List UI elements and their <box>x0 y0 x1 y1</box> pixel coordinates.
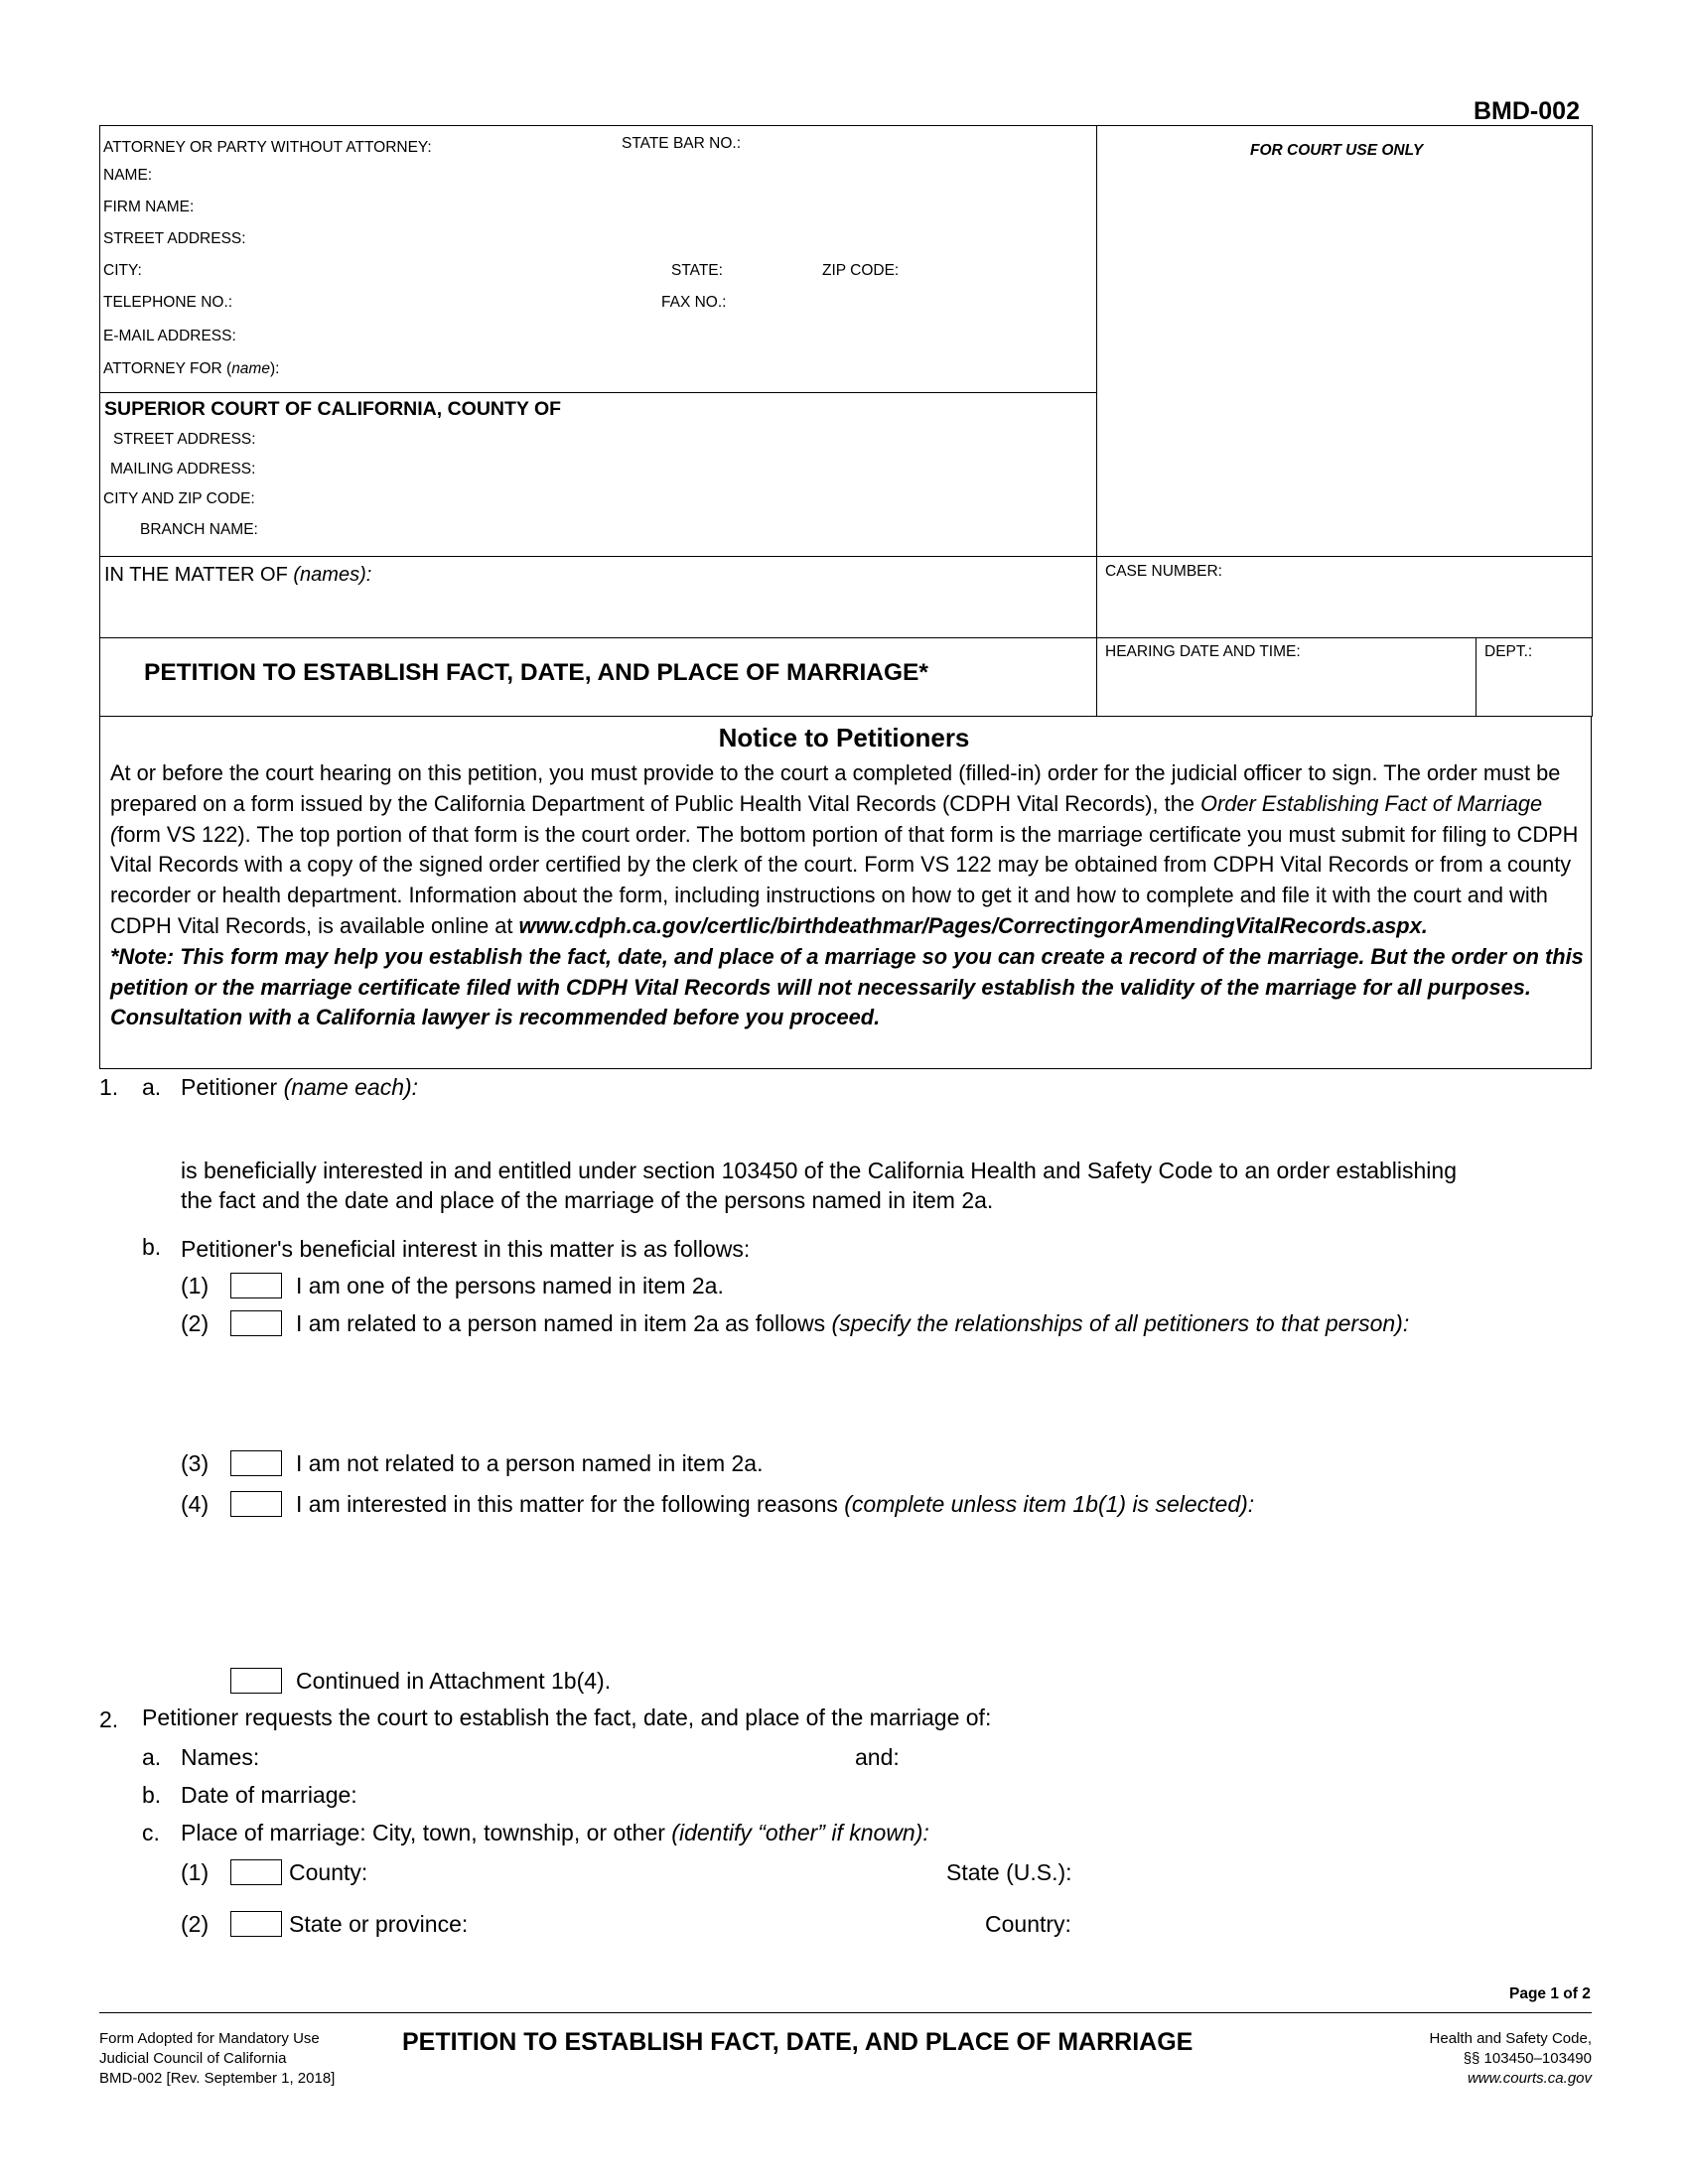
footer-adopted <box>99 2029 335 2089</box>
footer-title: PETITION TO ESTABLISH FACT, DATE, AND PLACE OF MARRIAGE <box>402 2028 1194 2056</box>
item-1b1-label: I am one of the persons named in item 2a. <box>296 1273 724 1298</box>
item-1a-label: Petitioner (name each): <box>181 1074 419 1100</box>
item-1a-letter: a. <box>142 1074 162 1100</box>
attachment-1b4-checkbox[interactable] <box>230 1668 282 1694</box>
item-1b-label: Petitioner's beneficial interest in this matter is as follows: <box>181 1236 751 1262</box>
state-bar-label: STATE BAR NO.: <box>622 135 741 152</box>
footer-rule <box>99 2012 1592 2013</box>
attorney-label: ATTORNEY OR PARTY WITHOUT ATTORNEY: <box>103 139 432 156</box>
item-1b2-label: I am related to a person named in item 2a as follows (specify the relationships of all petitioners to that person): <box>296 1310 1410 1336</box>
matter-title-divider <box>99 637 1592 638</box>
item-1a-body-line1: is beneficially interested in and entitled under section 103450 of the California Health and Safety Code to an order establishing <box>181 1158 1457 1183</box>
item-1b4-label: I am interested in this matter for the following reasons (complete unless item 1b(1) is selected): <box>296 1491 1255 1517</box>
attorney-court-divider <box>99 392 1096 393</box>
court-use-label: FOR COURT USE ONLY <box>1250 142 1424 159</box>
item-1b4-checkbox[interactable] <box>230 1491 282 1517</box>
footer-adopted-line2: Judicial Council of California <box>99 2050 287 2067</box>
footer-code-line2: §§ 103450–103490 <box>1463 2050 1592 2067</box>
caption-right-border <box>1592 125 1593 717</box>
court-mailing-label: MAILING ADDRESS: <box>110 461 256 478</box>
item-1b3-checkbox[interactable] <box>230 1450 282 1476</box>
item-2c2-checkbox[interactable] <box>230 1911 282 1937</box>
telephone-label: TELEPHONE NO.: <box>103 294 233 311</box>
city-label: CITY: <box>103 262 142 279</box>
item-1b2-checkbox[interactable] <box>230 1310 282 1336</box>
item-2c1-checkbox[interactable] <box>230 1859 282 1885</box>
hearing-dept-divider <box>1476 637 1477 717</box>
item-2c1-county-label: County: <box>289 1859 368 1885</box>
footer-adopted-line1: Form Adopted for Mandatory Use <box>99 2030 320 2047</box>
item-2c-letter: c. <box>142 1820 160 1845</box>
footer-courts-link[interactable]: www.courts.ca.gov <box>1467 2070 1592 2087</box>
item-2b-label: Date of marriage: <box>181 1782 357 1808</box>
attorney-for-label: ATTORNEY FOR (name): <box>103 360 280 377</box>
form-number: BMD-002 <box>1474 97 1580 125</box>
item-1b3-number: (3) <box>181 1450 210 1476</box>
caption-left-border <box>99 125 100 717</box>
court-branch-label: BRANCH NAME: <box>140 521 258 538</box>
case-number-label: CASE NUMBER: <box>1105 563 1222 580</box>
page-number: Page 1 of 2 <box>1509 1985 1591 2002</box>
hearing-label: HEARING DATE AND TIME: <box>1105 643 1301 660</box>
notice-text <box>110 758 1590 1033</box>
firm-name-label: FIRM NAME: <box>103 199 195 215</box>
street-address-label: STREET ADDRESS: <box>103 230 246 247</box>
state-label: STATE: <box>671 262 723 279</box>
court-cityzip-label: CITY AND ZIP CODE: <box>103 490 255 507</box>
dept-label: DEPT.: <box>1484 643 1533 660</box>
caption-top-border <box>99 125 1592 126</box>
matter-label: IN THE MATTER OF (names): <box>104 564 372 586</box>
attachment-1b4-label: Continued in Attachment 1b(4). <box>296 1668 612 1694</box>
item-2c1-state-label: State (U.S.): <box>946 1859 1072 1885</box>
item-2c-label: Place of marriage: City, town, township, or other (identify “other” if known): <box>181 1820 929 1845</box>
item-2c2-country-label: Country: <box>985 1911 1071 1937</box>
court-matter-divider <box>99 556 1592 557</box>
item-1b1-checkbox[interactable] <box>230 1273 282 1298</box>
item-2a-names-label: Names: <box>181 1744 260 1770</box>
item-2c2-number: (2) <box>181 1911 210 1937</box>
petition-title: PETITION TO ESTABLISH FACT, DATE, AND PLACE OF MARRIAGE* <box>144 659 928 686</box>
notice-title: Notice to Petitioners <box>718 723 970 752</box>
footer-code-line1: Health and Safety Code, <box>1429 2030 1592 2047</box>
notice-paragraph: At or before the court hearing on this petition, you must provide to the court a completed (filled-in) order for the judicial officer to sign. The order must be prepared on a form issued by the California Department of Public Health Vital Records (CDPH Vital Records), the Order Establishing Fact of Marriage (form VS 122). The top portion of that form is the court order. The bottom portion of that form is the marriage certificate you must submit for filing to CDPH Vital Records with a copy of the signed order certified by the clerk of the court. Form VS 122 may be obtained from CDPH Vital Records or from a county recorder or health department. Information about the form, including instructions on how to get it and how to complete and file it with the court and with CDPH Vital Records, is available online at www.cdph.ca.gov/certlic/birthdeathmar/Pages/CorrectingorAmendingVitalRecords.aspx. <box>110 760 1579 938</box>
item-2-label: Petitioner requests the court to establish the fact, date, and place of the marriage of: <box>142 1705 992 1730</box>
email-label: E-MAIL ADDRESS: <box>103 328 236 344</box>
item-1b2-number: (2) <box>181 1310 210 1336</box>
footer-adopted-line3: BMD-002 [Rev. September 1, 2018] <box>99 2070 336 2087</box>
item-2a-and-label: and: <box>855 1744 900 1770</box>
fax-label: FAX NO.: <box>661 294 727 311</box>
item-2a-letter: a. <box>142 1744 162 1770</box>
name-label: NAME: <box>103 167 153 184</box>
item-2c2-province-label: State or province: <box>289 1911 469 1937</box>
item-1-number: 1. <box>99 1074 119 1100</box>
item-2b-letter: b. <box>142 1782 162 1808</box>
item-1b-letter: b. <box>142 1234 162 1260</box>
court-title: SUPERIOR COURT OF CALIFORNIA, COUNTY OF <box>104 398 562 420</box>
caption-center-divider <box>1096 125 1097 717</box>
notice-note: *Note: This form may help you establish the fact, date, and place of a marriage so you can create a record of the marriage. But the order on this petition or the marriage certificate filed with CDPH Vital Records will not necessarily establish the validity of the marriage for all purposes. Consultation with a California lawyer is recommended before you proceed. <box>110 943 1584 1030</box>
court-street-label: STREET ADDRESS: <box>113 431 256 448</box>
item-1b3-label: I am not related to a person named in item 2a. <box>296 1450 764 1476</box>
footer-code <box>1430 2029 1592 2089</box>
zip-code-label: ZIP CODE: <box>822 262 900 279</box>
item-1a-body-line2: the fact and the date and place of the marriage of the persons named in item 2a. <box>181 1187 994 1213</box>
item-2-number: 2. <box>99 1706 119 1732</box>
item-1b1-number: (1) <box>181 1273 210 1298</box>
item-1b4-number: (4) <box>181 1491 210 1517</box>
item-2c1-number: (1) <box>181 1859 210 1885</box>
